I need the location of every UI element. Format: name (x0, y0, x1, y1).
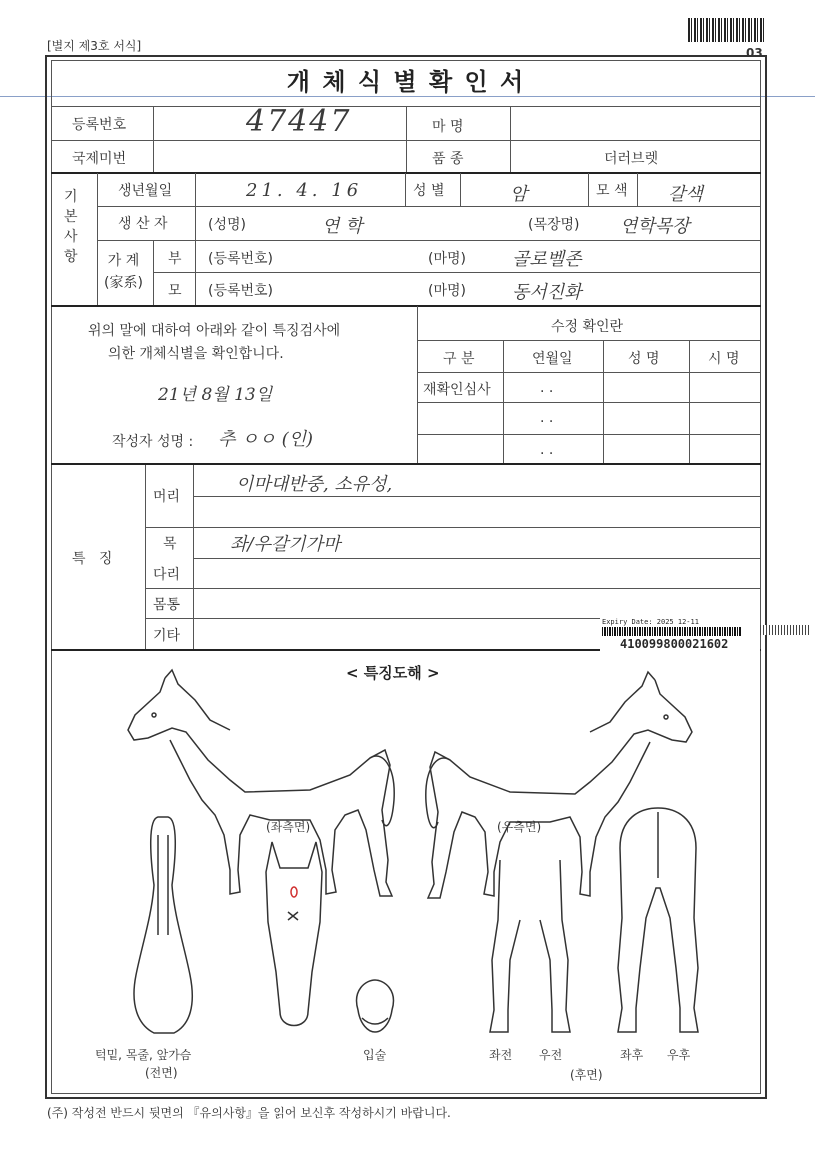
basic-section-label: 기 본 사 항 (64, 189, 78, 265)
diagram-title: < 특징도해 > (346, 664, 440, 682)
footer-note: (주) 작성전 반드시 뒷면의 『유의사항』을 읽어 보신후 작성하시기 바랍니다. (47, 1106, 451, 1120)
dam-label: 모 (168, 283, 182, 299)
edge-barcode-icon (760, 625, 810, 635)
barcode-icon (688, 18, 764, 42)
birth-value: 21. 4. 16 (246, 180, 363, 201)
sire-reg-label: (등록번호) (208, 251, 274, 267)
neck-value: 좌/우갈기가마 (230, 534, 341, 555)
color-label: 모 색 (596, 183, 628, 199)
other-label: 기타 (153, 628, 181, 644)
dam-reg-label: (등록번호) (208, 283, 274, 299)
pedigree-label: 가 계 (家系) (104, 253, 143, 291)
chip-number: 410099800021602 (620, 637, 729, 651)
author-value: 추 ㅇㅇ (인) (218, 429, 314, 450)
features-label: 특 징 (72, 551, 113, 567)
breed-value: 더러브렛 (604, 151, 659, 167)
breeder-label: 생 산 자 (118, 216, 168, 232)
legs-label: 다리 (153, 567, 181, 583)
front-caption-sub: (전면) (145, 1066, 178, 1080)
hind-right-caption: 우후 (667, 1048, 691, 1062)
horse-name-label: 마 명 (432, 119, 464, 135)
page-title: 개 체 식 별 확 인 서 (286, 68, 526, 96)
neck-label: 목 (163, 536, 177, 552)
rear-caption: (후면) (570, 1068, 603, 1082)
body-label: 몸통 (153, 597, 181, 613)
hind-left-caption: 좌후 (620, 1048, 644, 1062)
col-sign: 시 명 (708, 351, 740, 367)
form-label: [별지 제3호 서식] (47, 39, 142, 53)
front-right-caption: 우전 (539, 1048, 563, 1062)
sticker-barcode-icon (602, 627, 742, 636)
left-side-caption: (좌측면) (266, 820, 311, 834)
breed-label: 품 종 (432, 151, 464, 167)
horse-chest-front-icon (128, 815, 200, 1045)
intl-no-label: 국제미번 (72, 151, 127, 167)
microchip-sticker (600, 617, 760, 651)
dam-name-label: (마명) (428, 283, 466, 299)
row1-type: 재확인심사 (423, 382, 491, 398)
confirm-date: 21년 8월 13일 (158, 385, 273, 405)
front-left-caption: 좌전 (489, 1048, 513, 1062)
head-label: 머리 (153, 489, 181, 505)
col-name: 성 명 (628, 351, 660, 367)
confirm-text-2: 의한 개체식별을 확인합니다. (108, 346, 284, 362)
sire-name-label: (마명) (428, 251, 466, 267)
horse-front-legs-icon (480, 860, 580, 1040)
page-number: 03 (746, 46, 763, 60)
date-dots-1: . . (540, 380, 554, 396)
farm-value: 연학목장 (620, 216, 690, 237)
sire-name-value: 골로벨존 (512, 249, 582, 270)
col-type: 구 분 (443, 351, 475, 367)
birth-label: 생년월일 (118, 183, 173, 199)
horse-head-front-icon (258, 842, 330, 1038)
revision-title: 수정 확인란 (551, 319, 624, 335)
muzzle-caption: 입술 (363, 1048, 387, 1062)
right-side-caption: (우측면) (497, 820, 542, 834)
confirm-text-1: 위의 말에 대하여 아래와 같이 특징검사에 (88, 323, 341, 339)
sex-label: 성 별 (413, 183, 445, 199)
date-dots-2: . . (540, 410, 554, 426)
horse-muzzle-icon (352, 980, 398, 1034)
author-label: 작성자 성명 : (112, 434, 194, 450)
reg-no-value: 47447 (246, 104, 352, 139)
reg-no-label: 등록번호 (72, 117, 127, 133)
horse-hind-legs-icon (610, 808, 706, 1040)
breeder-name-value: 연 학 (322, 216, 363, 237)
date-dots-3: . . (540, 442, 554, 458)
sex-value: 암 (510, 184, 528, 205)
expiry-text: Expiry Date: 2025 12-11 (602, 618, 699, 626)
farm-label: (목장명) (528, 217, 580, 233)
dam-name-value: 동서진화 (512, 282, 582, 303)
col-date: 연월일 (532, 351, 573, 367)
head-value: 이마대반중, 소유성, (236, 474, 393, 495)
color-value: 갈색 (668, 184, 703, 205)
breeder-name-label: (성명) (208, 217, 246, 233)
front-caption: 턱밑, 목줄, 앞가슴 (95, 1048, 192, 1062)
sire-label: 부 (168, 251, 182, 267)
